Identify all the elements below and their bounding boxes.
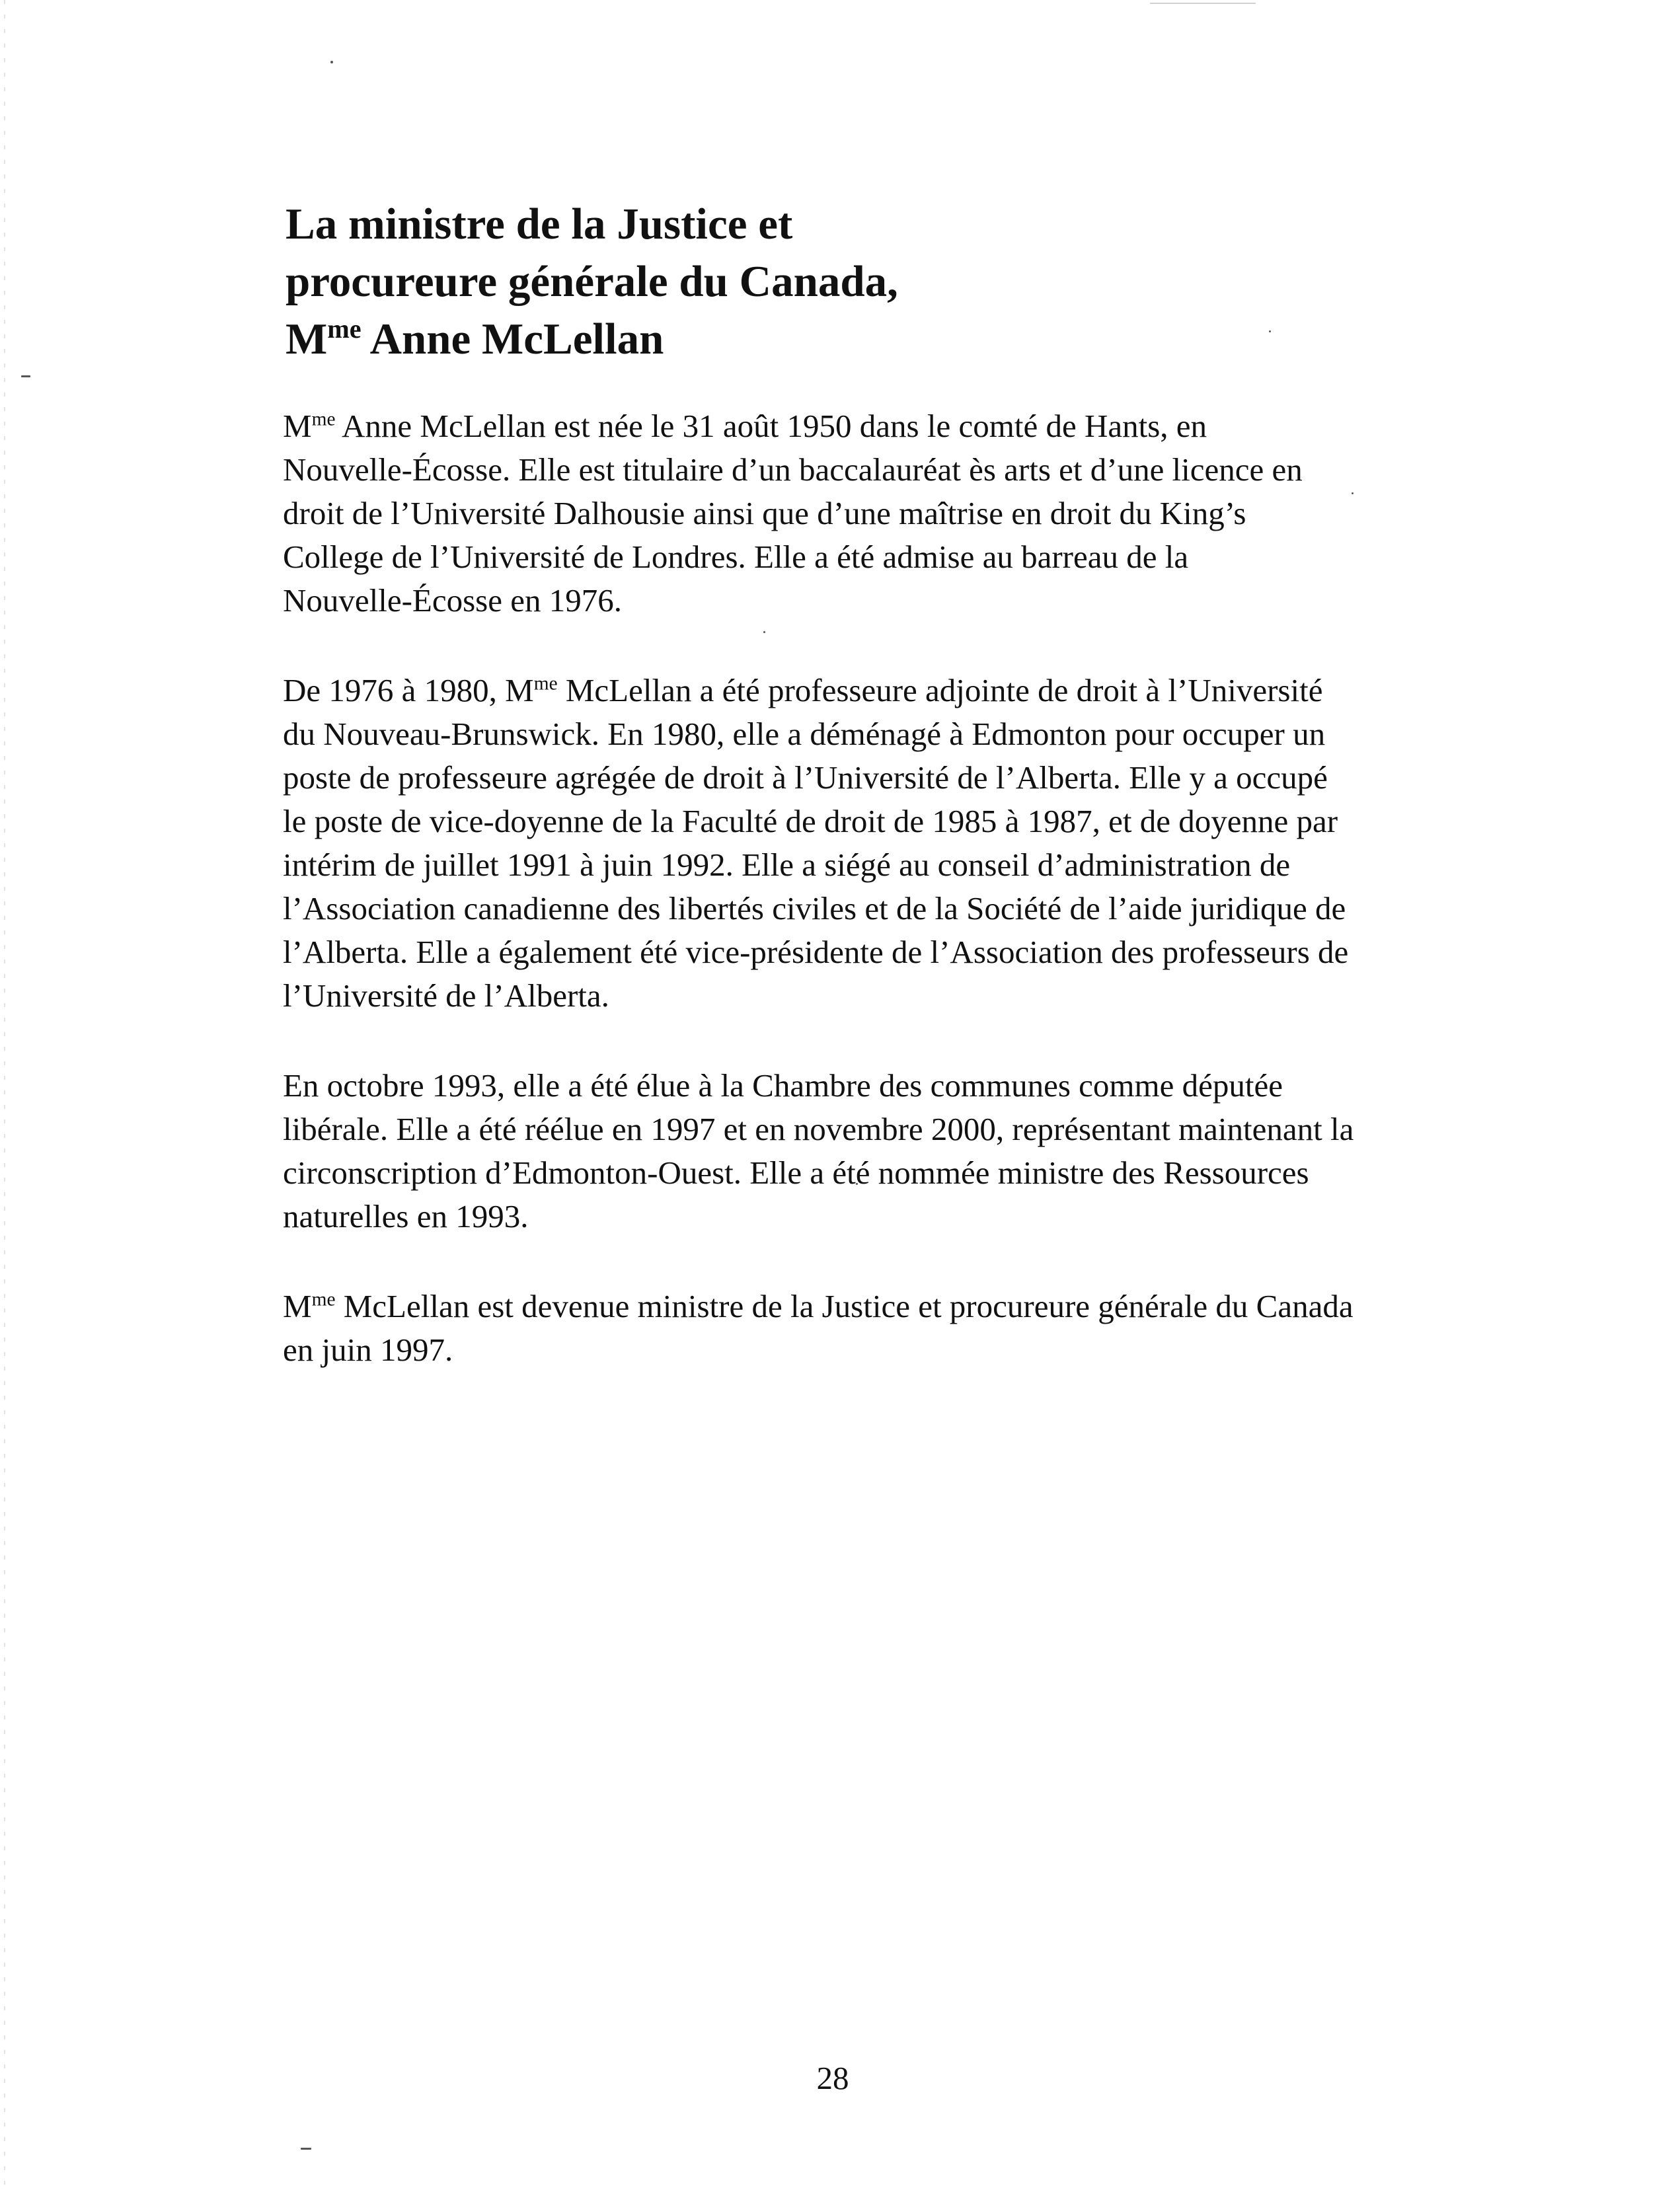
line-text: libérale. Elle a été réélue en 1997 et en novembre 2000, représentant maintenant la [283,1111,1354,1147]
paragraph-line [283,887,1406,930]
line-text: Nouvelle-Écosse en 1976. [283,582,622,619]
title-line-1: La ministre de la Justice et [286,200,793,248]
line-prefix: M [283,408,312,444]
line-text: Anne McLellan est née le 31 août 1950 dans le comté de Hants, en [335,408,1207,444]
line-prefix: M [283,1288,312,1324]
paragraph-line [283,492,1406,535]
scan-speck [301,2148,311,2150]
line-text: Nouvelle-Écosse. Elle est titulaire d’un baccalauréat ès arts et d’une licence en [283,451,1303,488]
line-text: McLellan est devenue ministre de la Justice et procureure générale du Canada [335,1288,1354,1324]
line-prefix: De 1976 à 1980, M [283,672,534,708]
paragraph-line [283,1328,1406,1372]
paragraph-line [283,1195,1406,1238]
paragraph-line [283,448,1406,492]
paragraph-line [283,669,1406,712]
line-text: le poste de vice-doyenne de la Faculté de droit de 1985 à 1987, et de doyenne par [283,803,1338,839]
paragraph-line [283,579,1406,623]
paragraph-line [283,800,1406,843]
paragraph-line [283,712,1406,756]
title-line-3 [286,311,1475,368]
honorific-superscript: me [533,673,558,695]
line-text: l’Université de l’Alberta. [283,977,609,1014]
line-text: College de l’Université de Londres. Elle a été admise au barreau de la [283,539,1189,575]
paragraph-1 [283,404,1406,623]
paragraph-line [283,1108,1406,1151]
line-text: droit de l’Université Dalhousie ainsi que d’une maîtrise en droit du King’s [283,495,1246,531]
paragraph-line [283,1285,1406,1328]
page-number: 28 [816,2060,849,2096]
honorific-superscript: me [311,1289,336,1310]
line-text: naturelles en 1993. [283,1198,529,1234]
scan-edge-mark-top [1150,3,1256,4]
paragraph-line [283,930,1406,974]
paragraph-line [283,535,1406,579]
paragraph-line [283,1151,1406,1195]
line-text: l’Association canadienne des libertés civiles et de la Société de l’aide juridique de [283,890,1346,926]
title-honorific-superscript: me [327,313,362,344]
title-line-2: procureure générale du Canada, [286,257,898,306]
title-honorific: M [286,315,328,363]
scan-speck [330,61,333,63]
paragraph-3 [283,1064,1406,1238]
line-text: en juin 1997. [283,1332,453,1368]
line-text: En octobre 1993, elle a été élue à la Chambre des communes comme députée [283,1067,1283,1104]
paragraph-line [283,1064,1406,1108]
line-text: circonscription d’Edmonton-Ouest. Elle a été nommée ministre des Ressources [283,1154,1309,1191]
paragraph-line [283,974,1406,1018]
document-body [283,404,1406,1418]
paragraph-line [283,756,1406,800]
paragraph-2 [283,669,1406,1018]
line-text: intérim de juillet 1991 à juin 1992. Elle a siégé au conseil d’administration de [283,847,1291,883]
document-title [286,196,1475,368]
line-text: McLellan a été professeure adjointe de droit à l’Université [557,672,1323,708]
scan-speck [21,375,30,377]
line-text: du Nouveau-Brunswick. En 1980, elle a déménagé à Edmonton pour occuper un [283,716,1326,752]
honorific-superscript: me [311,408,336,430]
paragraph-line [283,843,1406,887]
title-name: Anne McLellan [361,315,664,363]
line-text: poste de professeure agrégée de droit à l’Université de l’Alberta. Elle y a occupé [283,759,1328,796]
paragraph-line [283,404,1406,448]
paragraph-4 [283,1285,1406,1372]
line-text: l’Alberta. Elle a également été vice-présidente de l’Association des professeurs de [283,934,1349,970]
scan-edge-mark [4,0,5,2192]
